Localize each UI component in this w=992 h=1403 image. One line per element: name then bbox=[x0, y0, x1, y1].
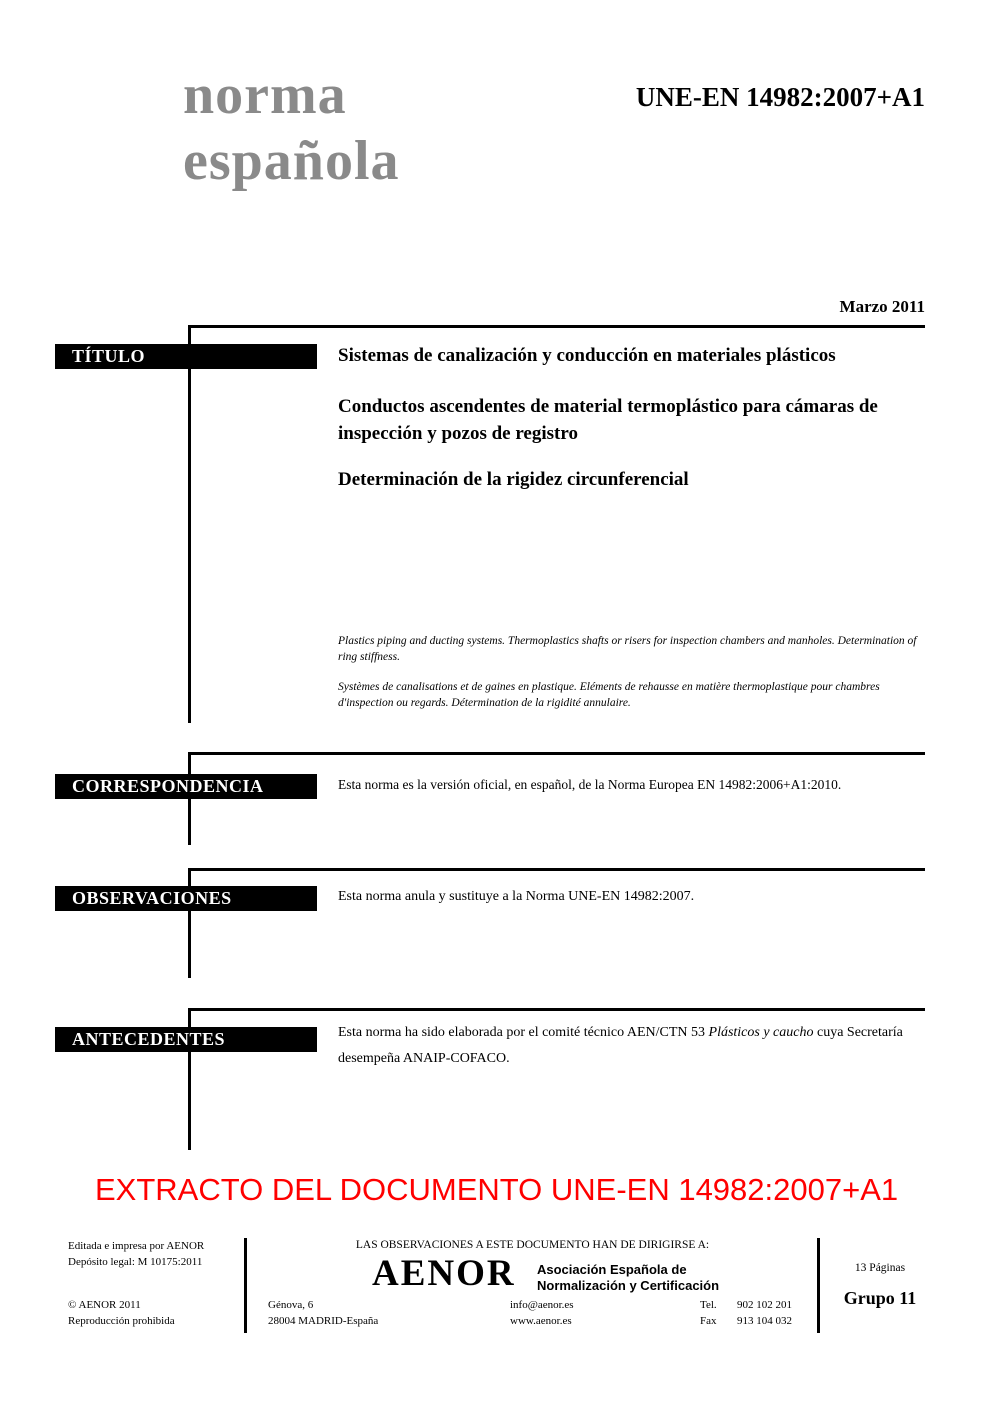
footer-copyright: © AENOR 2011 bbox=[68, 1299, 141, 1311]
extract-banner: EXTRACTO DEL DOCUMENTO UNE-EN 14982:2007+A1 bbox=[95, 1172, 899, 1207]
footer-printed-by: Editada e impresa por AENOR bbox=[68, 1240, 205, 1252]
title-line-3: Determinación de la rigidez circunferencial bbox=[338, 469, 689, 490]
footer-copyright-block bbox=[68, 1297, 175, 1329]
footer-tel-value: 902 102 201 bbox=[737, 1299, 792, 1311]
title-french: Systèmes de canalisations et de gaines en plastique. Eléments de rehausse en matière thermoplastique pour chambres d'inspection ou regards. Détermination de la rigidité annulaire. bbox=[338, 681, 880, 709]
observaciones-text: Esta norma anula y sustituye a la Norma UNE-EN 14982:2007. bbox=[338, 889, 695, 904]
observaciones-label-bar: OBSERVACIONES bbox=[55, 886, 317, 911]
footer-divider-right bbox=[817, 1238, 820, 1333]
brand-line-2: española bbox=[183, 130, 400, 192]
footer-phone-labels bbox=[700, 1297, 717, 1329]
aenor-org-line-2: Normalización y Certificación bbox=[537, 1278, 720, 1293]
correspondencia-text: Esta norma es la versión oficial, en español, de la Norma Europea EN 14982:2006+A1:2010. bbox=[338, 777, 842, 792]
footer-divider-left bbox=[244, 1238, 247, 1333]
titulo-vertical-rule bbox=[188, 325, 191, 723]
brand-line-1: norma bbox=[183, 64, 347, 126]
antecedentes-text bbox=[338, 1020, 930, 1072]
aenor-org-line-1: Asociación Española de bbox=[537, 1262, 687, 1277]
footer-phone-values bbox=[737, 1297, 792, 1329]
document-code: UNE-EN 14982:2007+A1 bbox=[635, 82, 925, 112]
aenor-logo: AENOR bbox=[372, 1253, 516, 1294]
antecedentes-top-rule bbox=[188, 1008, 925, 1011]
title-line-2: Conductos ascendentes de material termoplástico para cámaras de inspección y pozos de registro bbox=[338, 396, 878, 444]
footer-notice: LAS OBSERVACIONES A ESTE DOCUMENTO HAN DE DIRIGIRSE A: bbox=[355, 1239, 710, 1251]
correspondencia-top-rule bbox=[188, 752, 925, 755]
titulo-label-bar: TÍTULO bbox=[55, 344, 317, 369]
footer-address bbox=[268, 1297, 378, 1329]
antecedentes-text-after: cuya Secretaría desempeña ANAIP-COFACO. bbox=[338, 1025, 903, 1066]
antecedentes-label-bar: ANTECEDENTES bbox=[55, 1027, 317, 1052]
antecedentes-text-before: Esta norma ha sido elaborada por el comité técnico AEN/CTN 53 bbox=[338, 1025, 709, 1040]
footer-website: www.aenor.es bbox=[510, 1315, 572, 1327]
correspondencia-label-bar: CORRESPONDENCIA bbox=[55, 774, 317, 799]
footer-address-city: 28004 MADRID-España bbox=[268, 1315, 379, 1327]
footer-imprint bbox=[68, 1238, 204, 1270]
footer-fax-label: Fax bbox=[700, 1315, 717, 1327]
observaciones-vertical-rule bbox=[188, 868, 191, 978]
observaciones-top-rule bbox=[188, 868, 925, 871]
footer-tel-label: Tel. bbox=[700, 1299, 717, 1311]
footer-fax-value: 913 104 032 bbox=[737, 1315, 792, 1327]
title-english: Plastics piping and ducting systems. Thermoplastics shafts or risers for inspection chambers and manholes. Determination of ring stiffness. bbox=[338, 635, 917, 663]
footer-page-count: 13 Páginas bbox=[854, 1262, 906, 1274]
footer-address-street: Génova, 6 bbox=[268, 1299, 314, 1311]
antecedentes-text-italic: Plásticos y caucho bbox=[708, 1025, 814, 1040]
footer-reproduction: Reproducción prohibida bbox=[68, 1315, 175, 1327]
footer-group: Grupo 11 bbox=[843, 1288, 917, 1308]
brand-logotype bbox=[183, 62, 400, 194]
titulo-top-rule bbox=[188, 325, 925, 328]
footer-email: info@aenor.es bbox=[510, 1299, 574, 1311]
footer-contact-web bbox=[510, 1297, 574, 1329]
footer-legal-deposit: Depósito legal: M 10175:2011 bbox=[68, 1256, 203, 1268]
title-line-1: Sistemas de canalización y conducción en materiales plásticos bbox=[338, 345, 836, 366]
aenor-org-name bbox=[537, 1262, 719, 1294]
publication-date: Marzo 2011 bbox=[839, 297, 925, 316]
